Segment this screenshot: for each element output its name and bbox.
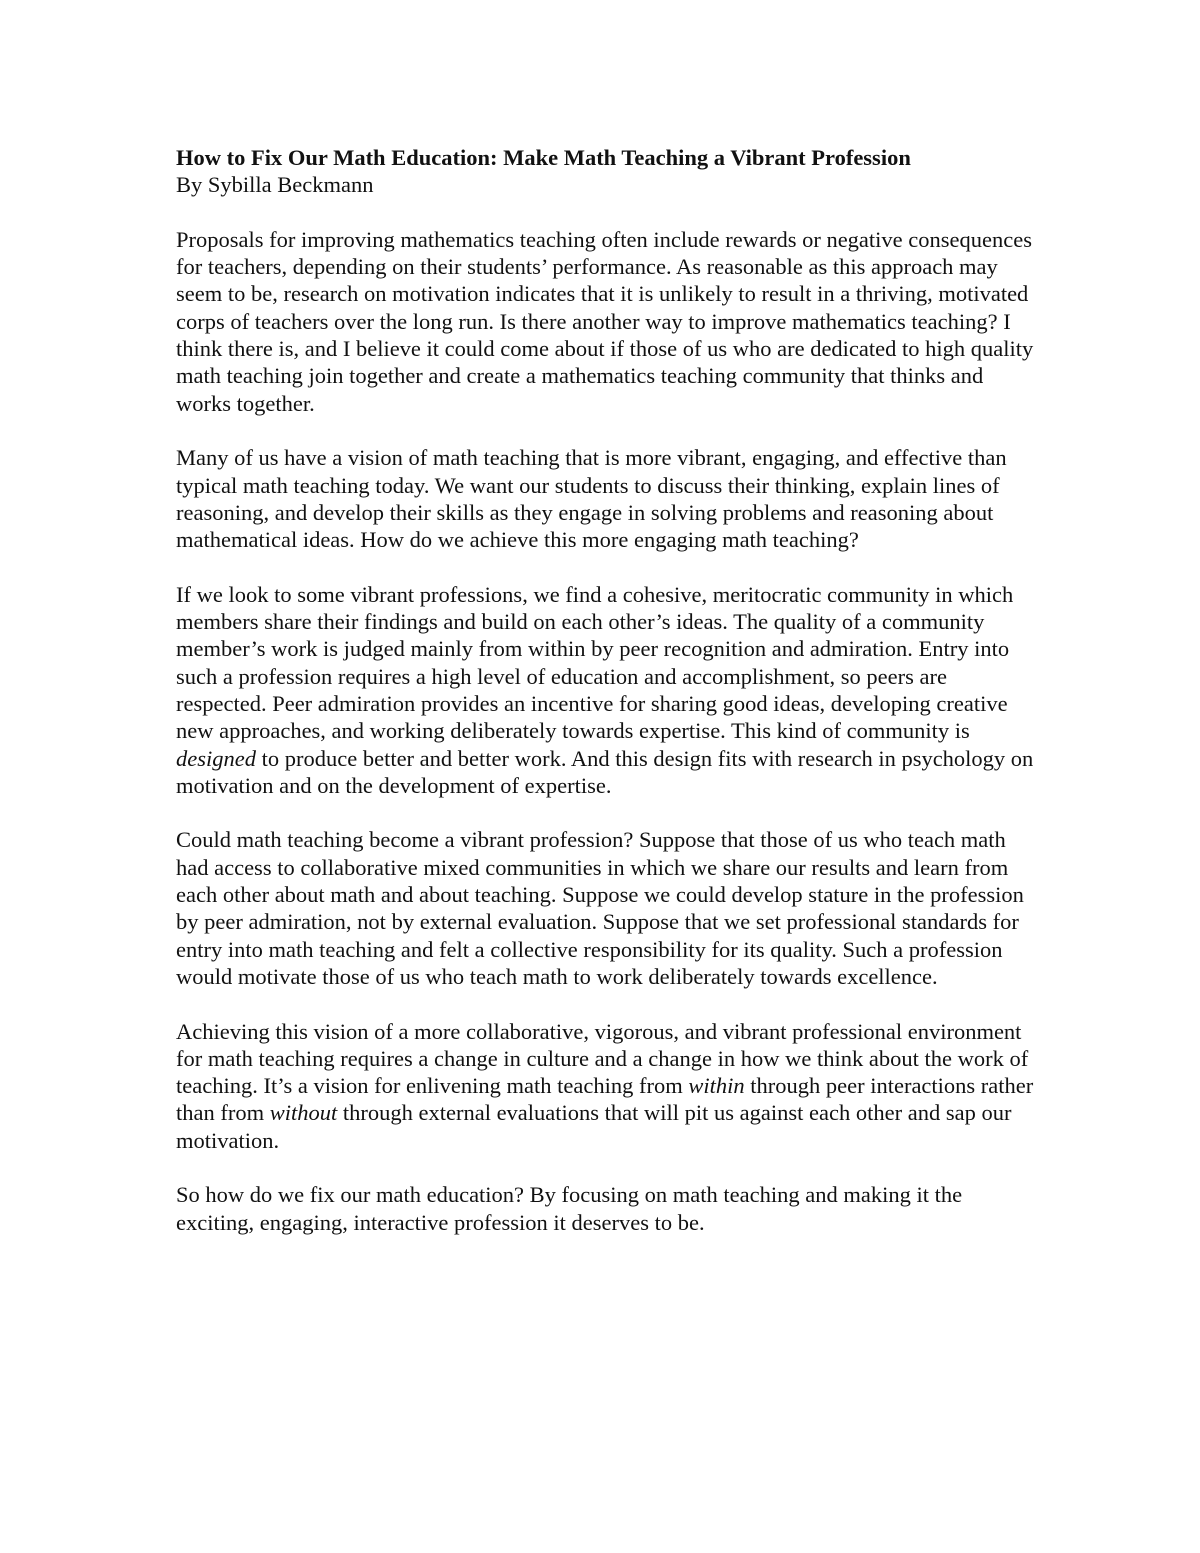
paragraph	[176, 826, 1036, 990]
paragraph	[176, 444, 1036, 553]
document-page	[176, 144, 1036, 1236]
paragraph-text: through peer interactions rather than from	[176, 1073, 1034, 1126]
italic-emphasis: designed	[176, 745, 256, 771]
document-body	[176, 226, 1036, 1236]
paragraph-text: Proposals for improving mathematics teaching often include rewards or negative consequences for teachers, depending on their students’ performance. As reasonable as this approach may seem to be, research on motivation indicates that it is unlikely to result in a thriving, motivated corps of teachers over the long run. Is there another way to improve mathematics teaching? I think there is, and I believe it could come about if those of us who are dedicated to high quality math teaching join together and create a mathematics teaching community that thinks and works together.	[176, 226, 1034, 416]
paragraph-text: So how do we fix our math education? By focusing on math teaching and making it the exciting, engaging, interactive profession it deserves to be.	[176, 1182, 963, 1235]
paragraph-text: Achieving this vision of a more collaborative, vigorous, and vibrant professional environment for math teaching requires a change in culture and a change in how we think about the work of teaching. It’s a vision for enlivening math teaching from	[176, 1018, 1029, 1099]
italic-emphasis: without	[269, 1100, 338, 1126]
document-byline: By Sybilla Beckmann	[176, 172, 374, 198]
paragraph	[176, 1181, 1036, 1236]
document-title: How to Fix Our Math Education: Make Math Teaching a Vibrant Profession	[176, 145, 911, 170]
paragraph-text: Could math teaching become a vibrant profession? Suppose that those of us who teach math had access to collaborative mixed communities in which we share our results and learn from each other about math and about teaching. Suppose we could develop stature in the profession by peer admiration, not by external evaluation. Suppose that we set professional standards for entry into math teaching and felt a collective responsibility for its quality. Such a profession would motivate those of us who teach math to work deliberately towards excellence.	[176, 827, 1024, 989]
paragraph-text: If we look to some vibrant professions, we find a cohesive, meritocratic community in which members share their findings and build on each other’s ideas. The quality of a community member’s work is judged mainly from within by peer recognition and admiration. Entry into such a profession requires a high level of education and accomplishment, so peers are respected. Peer admiration provides an incentive for sharing good ideas, developing creative new approaches, and working deliberately towards expertise. This kind of community is	[176, 581, 1014, 744]
paragraph	[176, 226, 1036, 417]
paragraph-text: Many of us have a vision of math teaching that is more vibrant, engaging, and effective than typical math teaching today. We want our students to discuss their thinking, explain lines of reasoning, and develop their skills as they engage in solving problems and reasoning about mathematical ideas. How do we achieve this more engaging math teaching?	[176, 445, 1007, 553]
paragraph	[176, 1018, 1036, 1154]
paragraph-text: through external evaluations that will pit us against each other and sap our motivation.	[176, 1100, 1012, 1153]
paragraph-text: to produce better and better work. And this design fits with research in psychology on motivation and on the development of expertise.	[176, 745, 1034, 798]
paragraph	[176, 581, 1036, 799]
italic-emphasis: within	[688, 1073, 745, 1099]
